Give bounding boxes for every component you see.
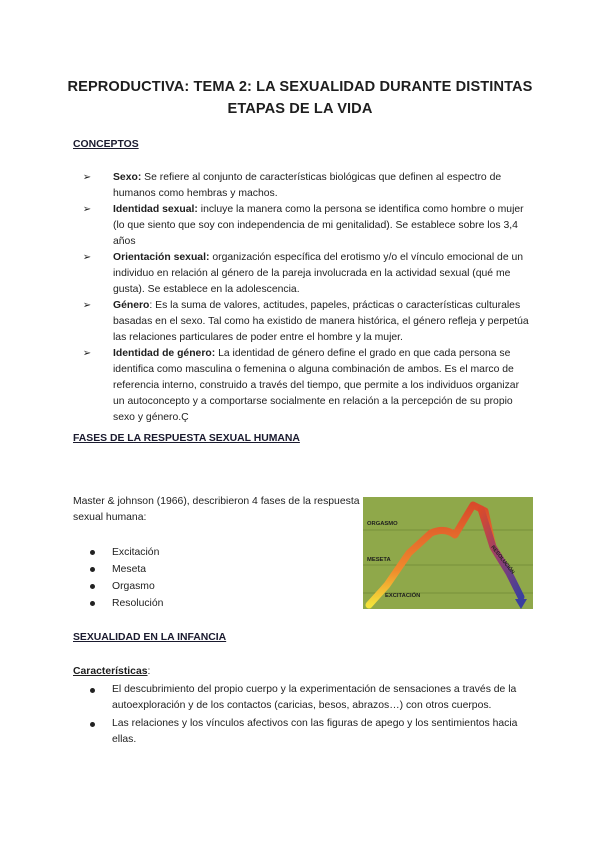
subheading-text: Características [73, 666, 148, 677]
infancy-text: Las relaciones y los vínculos afectivos con las figuras de apego y los sentimientos hacia ellas. [112, 718, 518, 745]
arrow-bullet-icon: ➢ [82, 348, 92, 359]
concept-item-sexo [77, 170, 529, 202]
title-line-2: ETAPAS DE LA VIDA [227, 101, 373, 117]
phase-item [86, 544, 286, 561]
concept-term: Identidad sexual: [113, 204, 198, 215]
bullet-dot-icon [90, 722, 95, 727]
infancy-list [86, 682, 532, 750]
figure-label-orgasmo: ORGASMO [367, 521, 398, 527]
phase-label: Excitación [112, 547, 160, 558]
concept-term: Género [113, 300, 150, 311]
concept-term: Identidad de género: [113, 348, 216, 359]
arrow-bullet-icon: ➢ [82, 252, 92, 263]
concept-term: Orientación sexual: [113, 252, 210, 263]
arrow-bullet-icon: ➢ [82, 204, 92, 215]
figure-label-resolucion: RESOLUCIÓN [489, 544, 516, 576]
bullet-dot-icon [90, 584, 95, 589]
subheading-colon: : [147, 666, 151, 677]
bullet-dot-icon [90, 567, 95, 572]
figure-label-excitacion: EXCITACIÓN [385, 593, 421, 599]
section-heading-fases: FASES DE LA RESPUESTA SEXUAL HUMANA [73, 433, 300, 444]
concept-list [77, 170, 529, 426]
concept-item-identidad-genero [77, 346, 529, 426]
infancy-item [86, 682, 532, 714]
arrow-bullet-icon: ➢ [82, 172, 92, 183]
concept-term: Sexo: [113, 172, 142, 183]
phase-label: Resolución [112, 598, 164, 609]
concept-definition: La identidad de género define el grado en que cada persona se identifica como masculina o femenina o alguna combinación de ambos. Es el marco de referencia interno, construido a través del tiempo, que permite a los individuos organizar un autoconcepto y a comportarse socialmente en relación a la percepción de su propio sexo y género.Ç [113, 348, 520, 423]
phase-label: Meseta [112, 564, 147, 575]
concept-definition: organización específica del erotismo y/o el vínculo emocional de un individuo en relación al género de la pareja involucrada en la actividad sexual (qué me gusta). Se establece en la adolescencia. [113, 252, 524, 295]
section-heading-infancia: SEXUALIDAD EN LA INFANCIA [73, 632, 227, 643]
bullet-dot-icon [90, 550, 95, 555]
bullet-dot-icon [90, 601, 95, 606]
title-line-1: REPRODUCTIVA: TEMA 2: LA SEXUALIDAD DURANTE DISTINTAS [67, 79, 533, 95]
document-title [60, 76, 540, 120]
infancy-item [86, 716, 532, 748]
concept-item-orientacion-sexual [77, 250, 529, 298]
concept-definition: Se refiere al conjunto de características biológicas que definen al espectro de humanos como hembras y machos. [113, 172, 502, 199]
concept-item-genero [77, 298, 529, 346]
figure-label-meseta: MESETA [367, 557, 391, 563]
phase-item [86, 595, 286, 612]
phase-item [86, 561, 286, 578]
concept-definition: incluye la manera como la persona se identifica como hombre o mujer (lo que siento que soy con independencia de mi genitalidad). Se establece sobre los 3,4 años [113, 204, 524, 247]
concept-definition: : Es la suma de valores, actitudes, papeles, prácticas o características culturales basadas en el sexo. Tal como ha existido de manera histórica, el género refleja y perpetúa las relaciones particulares de poder entre el hombre y la mujer. [113, 300, 529, 343]
section-heading-conceptos: CONCEPTOS [73, 139, 139, 150]
sexual-response-figure [363, 497, 533, 609]
arrow-bullet-icon: ➢ [82, 300, 92, 311]
fases-intro: Master & johnson (1966), describieron 4 fases de la respuesta sexual humana: [73, 496, 360, 523]
infancy-text: El descubrimiento del propio cuerpo y la experimentación de sensaciones a través de la autoexploración y de los contactos (caricias, besos, abrazos…) con otros cuerpos. [112, 684, 517, 711]
phase-list [86, 544, 286, 612]
phase-label: Orgasmo [112, 581, 155, 592]
concept-item-identidad-sexual [77, 202, 529, 250]
bullet-dot-icon [90, 688, 95, 693]
phase-item [86, 578, 286, 595]
infancia-subheading [73, 664, 150, 680]
